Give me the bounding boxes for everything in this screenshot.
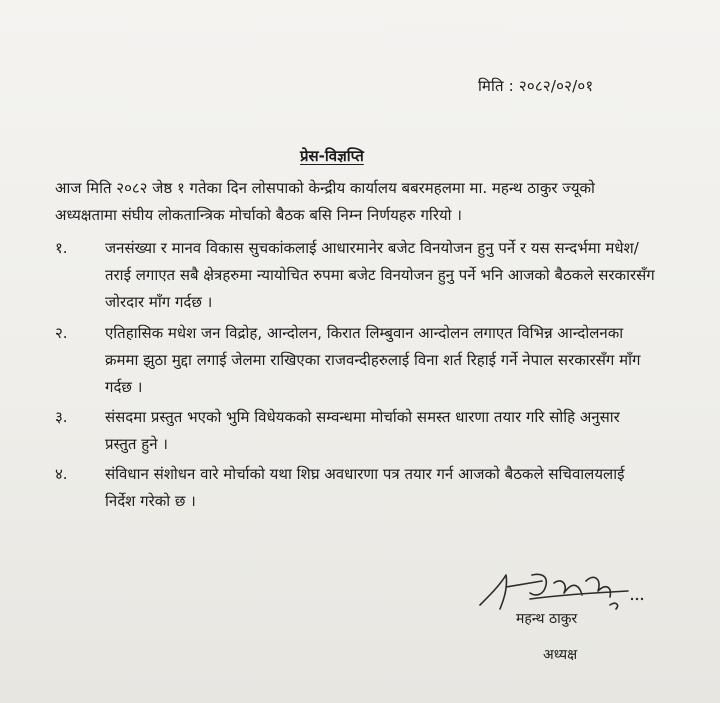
item-text: जनसंख्या र मानव विकास सुचकांकलाई आधारमानेर बजेट विनयोजन हुनु पर्ने र यस सन्दर्भमा मधेश/तराई लगाएत सबै क्षेत्रहरुमा न्यायोचित रुपमा बजेट विनयोजन हुनु पर्ने भनि आजको बैठकले सरकारसँग जोरदार माँग गर्दछ । xyxy=(105,239,655,311)
decision-item-2 xyxy=(55,320,655,401)
date-line: मिति : २०८२/०२/०१ xyxy=(478,77,594,95)
handwritten-signature xyxy=(470,565,650,615)
item-text: संसदमा प्रस्तुत भएको भुमि विधेयकको सम्वन्धमा मोर्चाको समस्त धारणा तयार गरि सोहि अनुसार प्रस्तुत हुने । xyxy=(105,408,620,453)
decision-item-3 xyxy=(55,404,655,458)
item-number: १. xyxy=(55,239,68,257)
decision-item-4 xyxy=(55,461,655,515)
item-number: ४. xyxy=(55,465,68,483)
signer-role: अध्यक्ष xyxy=(543,647,578,663)
document-title: प्रेस-विज्ञप्ति xyxy=(300,147,364,165)
decision-item-1 xyxy=(55,235,655,316)
intro-paragraph: आज मिति २०८२ जेष्ठ १ गतेका दिन लोसपाको केन्द्रीय कार्यालय बबरमहलमा मा. महन्थ ठाकुर ज्यूको अध्यक्षतामा संघीय लोकतान्त्रिक मोर्चाको बैठक बसि निम्न निर्णयहरु गरियो । xyxy=(55,179,595,224)
signature-block xyxy=(470,565,650,635)
signer-name: महन्थ ठाकुर xyxy=(516,611,578,627)
item-number: २. xyxy=(55,324,68,342)
item-text: एतिहासिक मधेश जन विद्रोह, आन्दोलन, किरात लिम्बुवान आन्दोलन लगाएत विभिन्न आन्दोलनका क्रममा झुठा मुद्दा लगाई जेलमा राखिएका राजवन्दीहरुलाई विना शर्त रिहाई गर्ने नेपाल सरकारसँग माँग गर्दछ । xyxy=(105,324,641,396)
item-text: संविधान संशोधन वारे मोर्चाको यथा शिघ्र अवधारणा पत्र तयार गर्न आजको बैठकले सचिवालयलाई निर्देश गरेको छ । xyxy=(105,465,625,510)
item-number: ३. xyxy=(55,408,68,426)
